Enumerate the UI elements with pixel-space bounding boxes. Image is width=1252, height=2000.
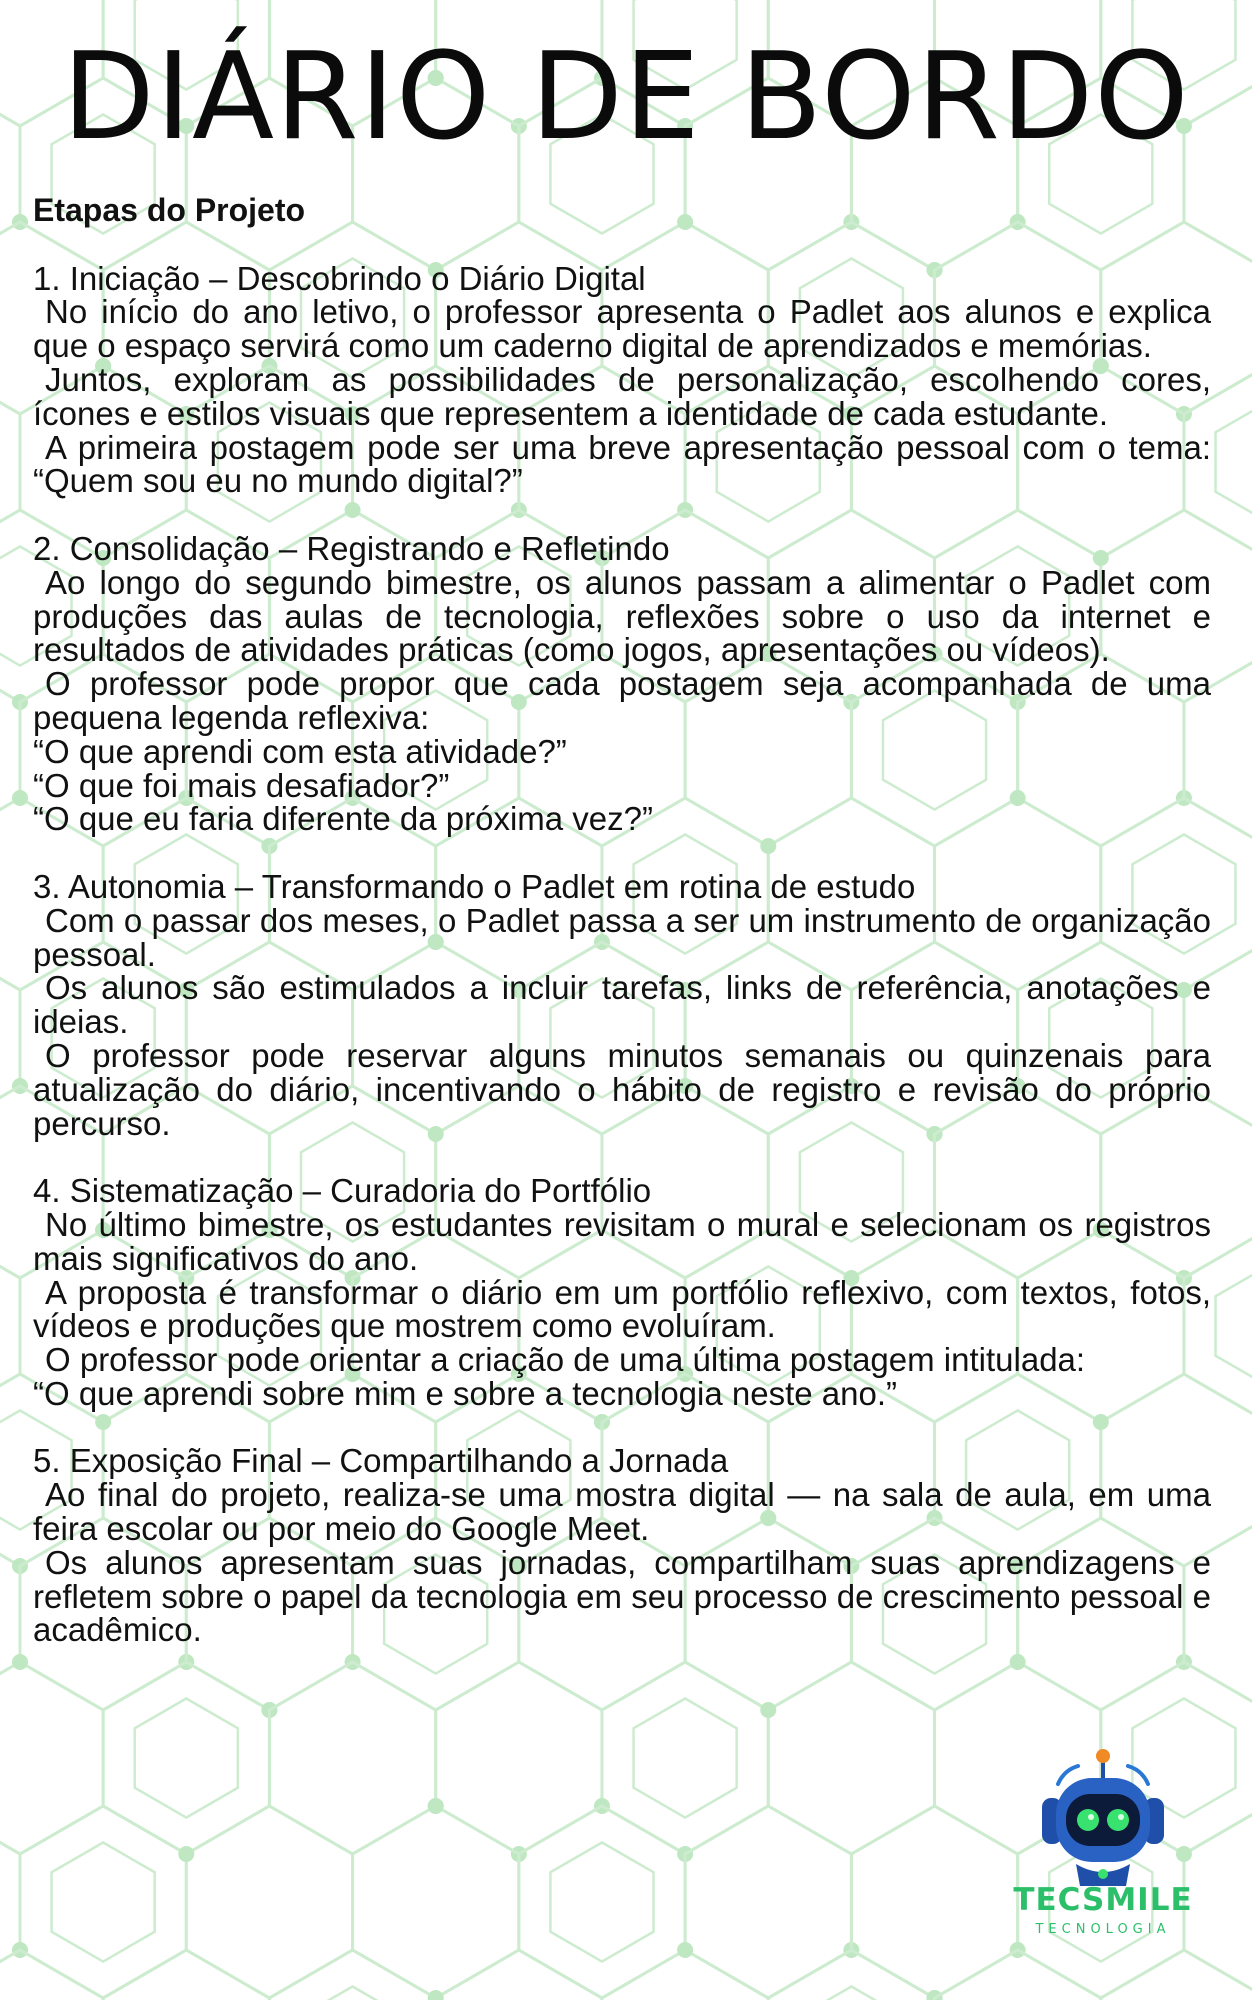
closing-post-title: “O que aprendi sobre mim e sobre a tecnologia neste ano.” [33,1374,897,1412]
reflective-question: “O que aprendi com esta atividade?” [33,732,567,770]
stage-paragraph: Ao longo do segundo bimestre, os alunos passam a alimentar o Padlet com produções das aulas de tecnologia, reflexões sobre o uso da internet e resultados de atividades práticas (como jogos, apresentações ou vídeos). [33,563,1211,669]
stage-title: 5. Exposição Final – Compartilhando a Jornada [33,1442,729,1480]
reflective-question: “O que foi mais desafiador?” [33,766,450,804]
stage-title: 2. Consolidação – Registrando e Refletindo [33,529,670,567]
stage-paragraph: Ao final do projeto, realiza-se uma mostra digital — na sala de aula, em uma feira escolar ou por meio do Google Meet. [33,1476,1211,1548]
page-title: DIÁRIO DE BORDO [62,28,1190,167]
stage-title: 1. Iniciação – Descobrindo o Diário Digital [33,259,646,297]
stage-paragraph: O professor pode propor que cada postagem seja acompanhada de uma pequena legenda reflexiva: [33,665,1211,736]
stage-1 [33,259,1211,500]
stage-4 [33,1174,1211,1411]
reflective-question: “O que eu faria diferente da próxima vez?” [33,800,653,838]
stage-paragraph: No início do ano letivo, o professor apresenta o Padlet aos alunos e explica que o espaço servirá como um caderno digital de aprendizados e memórias. [33,293,1211,365]
stage-paragraph: A primeira postagem pode ser uma breve apresentação pessoal com o tema: “Quem sou eu no mundo digital?” [33,428,1211,500]
stage-paragraph: No último bimestre, os estudantes revisitam o mural e selecionam os registros mais significativos do ano. [33,1205,1211,1277]
logo-name: TECSMILE [1013,1882,1193,1918]
stage-paragraph: Juntos, exploram as possibilidades de personalização, escolhendo cores, ícones e estilos visuais que representem a identidade de cada estudante. [33,360,1211,432]
stage-title: 4. Sistematização – Curadoria do Portfólio [33,1172,652,1210]
stage-paragraph: Os alunos são estimulados a incluir tarefas, links de referência, anotações e ideias. [33,969,1211,1041]
stage-paragraph: O professor pode reservar alguns minutos semanais ou quinzenais para atualização do diário, incentivando o hábito de registro e revisão do próprio percurso. [33,1036,1211,1142]
section-heading: Etapas do Projeto [33,192,306,228]
document-body [33,194,1211,1681]
stage-paragraph: Os alunos apresentam suas jornadas, compartilham suas aprendizagens e refletem sobre o papel da tecnologia em seu processo de crescimento pessoal e acadêmico. [33,1543,1211,1649]
robot-mascot-icon [998,1740,1208,1890]
stage-5 [33,1444,1211,1647]
stage-3 [33,867,1211,1142]
logo-subtitle: TECNOLOGIA [1035,1922,1171,1937]
stage-2 [33,529,1211,838]
tecsmile-logo [998,1740,1208,1940]
stage-paragraph: A proposta é transformar o diário em um portfólio reflexivo, com textos, fotos, vídeos e produções que mostrem como evoluíram. [33,1273,1211,1345]
stage-paragraph: O professor pode orientar a criação de uma última postagem intitulada: [45,1341,1086,1379]
stage-title: 3. Autonomia – Transformando o Padlet em rotina de estudo [33,867,916,905]
stage-paragraph: Com o passar dos meses, o Padlet passa a ser um instrumento de organização pessoal. [33,901,1211,973]
